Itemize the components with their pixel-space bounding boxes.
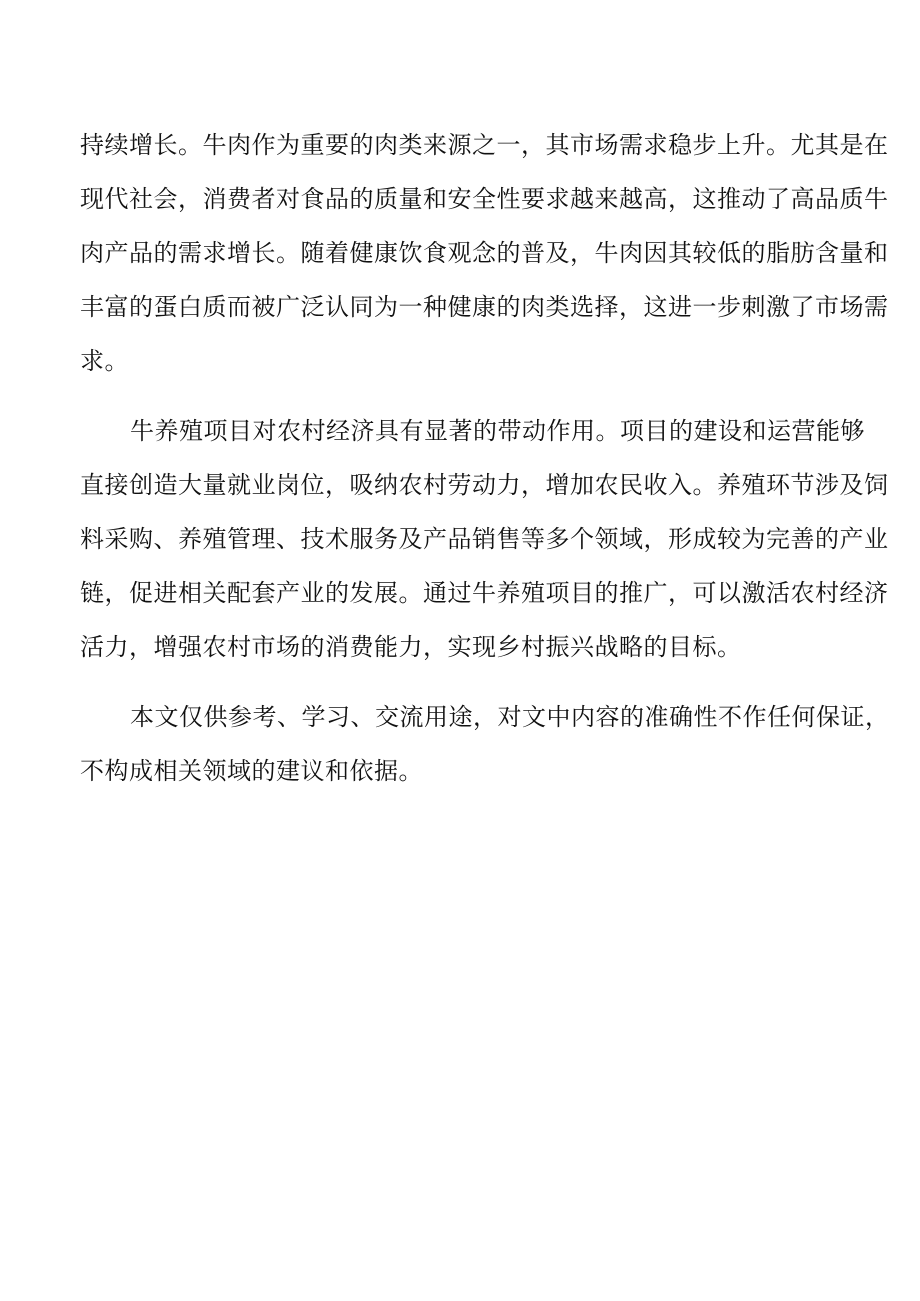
text-line: 求。: [80, 347, 129, 375]
text-line: 直接创造大量就业岗位，吸纳农村劳动力，增加农民收入。养殖环节涉及饲: [80, 471, 889, 499]
text-line: 丰富的蛋白质而被广泛认同为一种健康的肉类选择，这进一步刺激了市场需: [80, 293, 889, 321]
text-line: 牛养殖项目对农村经济具有显著的带动作用。项目的建设和运营能够: [130, 417, 865, 445]
text-line: 不构成相关领域的建议和依据。: [80, 757, 423, 785]
paragraph-rural-economy: [80, 404, 889, 674]
text-line: 链，促进相关配套产业的发展。通过牛养殖项目的推广，可以激活农村经济: [80, 579, 889, 607]
text-line: 肉产品的需求增长。随着健康饮食观念的普及，牛肉因其较低的脂肪含量和: [80, 239, 889, 267]
text-line: 料采购、养殖管理、技术服务及产品销售等多个领域，形成较为完善的产业: [80, 525, 889, 553]
paragraph-disclaimer: [80, 690, 890, 798]
paragraph-market-demand: [80, 118, 889, 388]
text-line: 活力，增强农村市场的消费能力，实现乡村振兴战略的目标。: [80, 633, 742, 661]
text-line: 现代社会，消费者对食品的质量和安全性要求越来越高，这推动了高品质牛: [80, 185, 889, 213]
text-line: 本文仅供参考、学习、交流用途，对文中内容的准确性不作任何保证，: [130, 703, 890, 731]
text-line: 持续增长。牛肉作为重要的肉类来源之一，其市场需求稳步上升。尤其是在: [80, 131, 889, 159]
document-body: [80, 118, 890, 814]
